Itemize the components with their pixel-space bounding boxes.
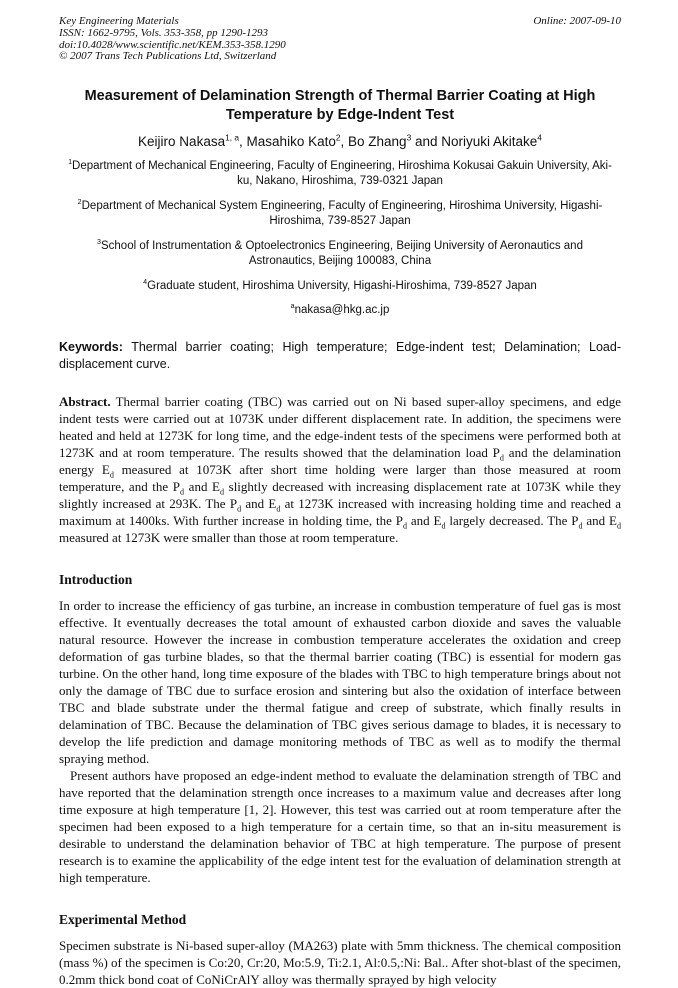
- introduction-heading: Introduction: [59, 572, 133, 588]
- abstract-block: [59, 393, 621, 546]
- affiliation-3: $^3$School of Instrumentation & Optoelectronics Engineering, Beijing University of Aeronautics and Astronautics, Beijing 100083, China: [97, 238, 583, 268]
- author-email: $^a$nakasa@hkg.ac.jp: [290, 302, 390, 317]
- affiliation-1: $^1$Department of Mechanical Engineering, Faculty of Engineering, Hiroshima Kokusai Gakuin University, Aki-ku, Nakano, Hiroshima, 739-0321 Japan: [68, 158, 612, 188]
- online-date: Online: 2007-09-10: [533, 15, 621, 27]
- keywords-block: [59, 339, 621, 372]
- abstract-label: Abstract.: [59, 394, 111, 410]
- paper-title: Measurement of Delamination Strength of Thermal Barrier Coating at High Temperature by Edge-Indent Test: [84, 88, 596, 124]
- introduction-paragraph-1: In order to increase the efficiency of gas turbine, an increase in combustion temperature of fuel gas is most effective. It eventually decreases the total amount of exhausted carbon dioxide and saves the valuable natural resource. However the increase in combustion temperature accelerates the oxidation and creep deformation of gas turbine blades, so that the thermal barrier coating (TBC) is essential for modern gas turbine. On the other hand, long time exposure of the blades with TBC to high temperature brings about not only the damage of TBC due to surface erosion and sintering but also the oxidation of interface between TBC and blade substrate under the thermal fatigue and creep of substrate, which finally results in delamination of TBC. Because the delamination of TBC gives serious damage to blades, it is necessary to develop the life prediction and damage monitoring methods of TBC as well as to modify the thermal spraying method.: [59, 598, 621, 767]
- journal-doi: doi:10.4028/www.scientific.net/KEM.353-358.1290: [59, 38, 286, 51]
- journal-copyright: © 2007 Trans Tech Publications Ltd, Switzerland: [59, 50, 277, 63]
- experimental-method-paragraph: Specimen substrate is Ni-based super-alloy (MA263) plate with 5mm thickness. The chemical composition (mass %) of the specimen is Co:20, Cr:20, Mo:5.9, Ti:2.1, Al:0.5,:Ni: Bal.. After shot-blast of the specimen, 0.2mm thick bond coat of CoNiCrAlY alloy was thermally sprayed by high velocity: [59, 938, 621, 988]
- affiliation-4: $^4$Graduate student, Hiroshima University, Higashi-Hiroshima, 739-8527 Japan: [143, 278, 537, 293]
- abstract-text: Thermal barrier coating (TBC) was carried out on Ni based super-alloy specimens, and edge indent tests were carried out at 1073K under different displacement rate. In addition, the specimens were heated and held at 1273K for long time, and the edge-indent tests of the specimens were performed both at 1273K and at room temperature. The results showed that the delamination load $P_d$ and the delamination energy $E_d$ measured at 1073K after short time holding were larger than those measured at room temperature, and the $P_d$ and $E_d$ slightly decreased with increasing displacement rate at 1073K while they slightly increased at 293K. The $P_d$ and $E_d$ at 1273K increased with increasing holding time and reached a maximum at 1400ks. With further increase in holding time, the $P_d$ and $E_d$ largely decreased. The $P_d$ and $E_d$ measured at 1273K were smaller than those at room temperature.: [59, 394, 622, 546]
- affiliation-2: $^2$Department of Mechanical System Engineering, Faculty of Engineering, Hiroshima University, Higashi-Hiroshima, 739-8527 Japan: [77, 198, 603, 228]
- experimental-method-heading: Experimental Method: [59, 912, 187, 928]
- journal-header-left: [59, 16, 286, 63]
- journal-issn: ISSN: 1662-9795, Vols. 353-358, pp 1290-1293: [59, 26, 268, 39]
- authors-line: Keijiro Nakasa$^{1, a}$, Masahiko Kato$^2$, Bo Zhang$^3$ and Noriyuki Akitake$^4$: [138, 132, 542, 150]
- keywords-label: Keywords:: [59, 340, 123, 355]
- introduction-paragraph-2: Present authors have proposed an edge-indent method to evaluate the delamination strength of TBC and have reported that the delamination strength once increases to a maximum value and decreases after long time exposure at high temperature [1, 2]. However, this test was carried out at room temperature after the specimen had been exposed to a high temperature for a certain time, so that an in-situ measurement is desirable to understand the delamination behavior of TBC at high temperature. The purpose of present research is to examine the applicability of the edge intent test for the evaluation of delamination strength at high temperature.: [59, 768, 621, 886]
- journal-name: Key Engineering Materials: [59, 15, 179, 27]
- journal-header: [59, 16, 621, 63]
- keywords-text: Thermal barrier coating; High temperature; Edge-indent test; Delamination; Load-displacement curve.: [59, 340, 621, 371]
